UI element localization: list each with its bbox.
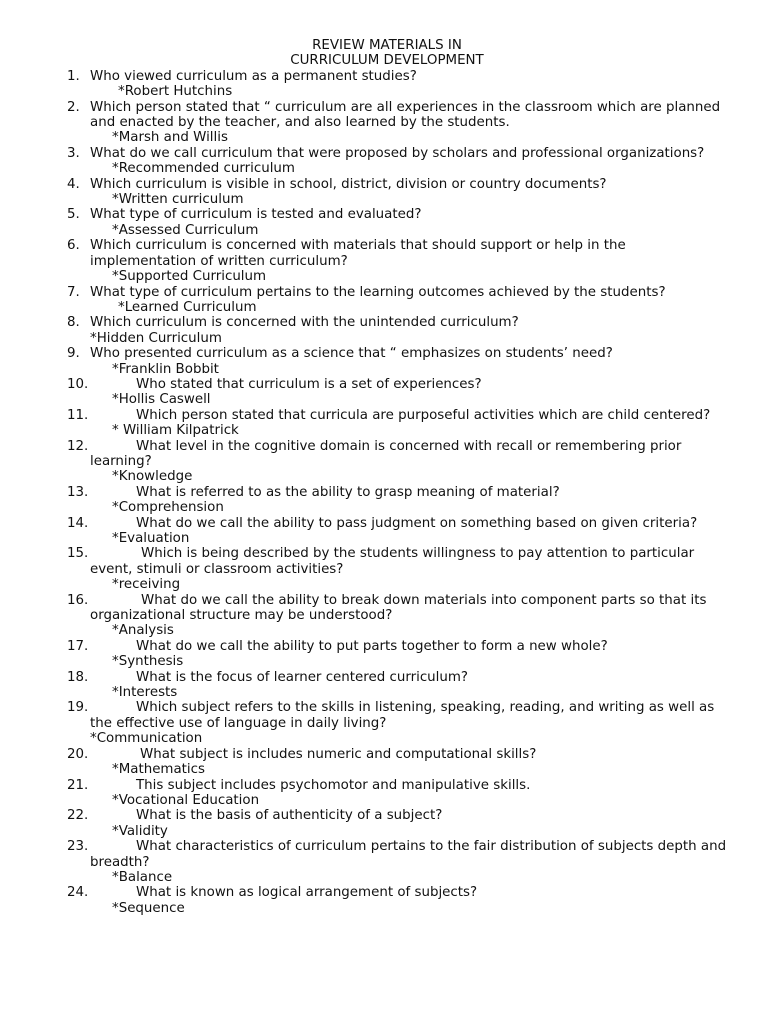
- answer-text: *Balance: [112, 869, 173, 885]
- question-text: What characteristics of curriculum pertains to the fair distribution of subjects depth and breadth?: [90, 839, 727, 870]
- list-item: [0, 346, 768, 361]
- answer-text: *Learned Curriculum: [118, 299, 257, 315]
- title-line-1: REVIEW MATERIALS IN: [312, 38, 462, 53]
- item-number: 9.: [67, 346, 80, 362]
- question-text: Which person stated that curricula are purposeful activities which are child centered?: [136, 407, 711, 423]
- list-item: [0, 315, 768, 330]
- question-text: Which is being described by the students willingness to pay attention to particular event, stimuli or classroom activities?: [90, 546, 695, 577]
- question-text: Which curriculum is concerned with materials that should support or help in the implementation of written curriculum?: [90, 238, 626, 269]
- answer-text: *Marsh and Willis: [112, 130, 228, 146]
- item-number: 10.: [67, 376, 89, 392]
- answer-text: *Vocational Education: [112, 792, 260, 808]
- list-item: [0, 177, 768, 192]
- item-number: 24.: [67, 885, 89, 901]
- item-number: 23.: [67, 839, 89, 855]
- question-text: What do we call the ability to break down materials into component parts so that its organizational structure may be understood?: [90, 592, 707, 624]
- item-number: 17.: [67, 638, 89, 654]
- answer-text: *Robert Hutchins: [118, 84, 233, 100]
- answer-text: *Assessed Curriculum: [112, 222, 259, 238]
- item-number: 16.: [67, 592, 89, 608]
- question-text: What type of curriculum pertains to the learning outcomes achieved by the students?: [90, 284, 666, 300]
- item-number: 19.: [67, 700, 89, 716]
- question-text: What do we call the ability to pass judgment on something based on given criteria?: [136, 515, 698, 531]
- item-number: 13.: [67, 484, 89, 500]
- answer-text: *Comprehension: [112, 500, 224, 516]
- answer-text: *Evaluation: [112, 531, 190, 546]
- list-item: [0, 285, 768, 300]
- question-text: What is referred to as the ability to grasp meaning of material?: [136, 484, 560, 500]
- item-number: 6.: [67, 238, 80, 254]
- question-text: Which curriculum is concerned with the unintended curriculum?: [90, 315, 519, 331]
- list-item: [0, 377, 768, 392]
- answer-text: *Franklin Bobbit: [112, 361, 219, 377]
- answer-text: *Validity: [112, 823, 168, 839]
- list-item: [0, 778, 768, 793]
- question-text: What do we call the ability to put parts together to form a new whole?: [136, 638, 608, 654]
- question-text: This subject includes psychomotor and manipulative skills.: [136, 777, 531, 793]
- list-item: [0, 839, 768, 870]
- item-number: 20.: [67, 746, 89, 762]
- question-text: What level in the cognitive domain is concerned with recall or remembering prior learning?: [90, 438, 682, 469]
- item-number: 1.: [67, 68, 80, 84]
- answer-text: *Analysis: [112, 623, 174, 639]
- item-number: 2.: [67, 99, 80, 115]
- answer-text: *Sequence: [112, 900, 185, 916]
- list-item: [0, 485, 768, 500]
- list-item: [0, 408, 768, 423]
- question-text: Which subject refers to the skills in listening, speaking, reading, and writing as well as the effective use of language in daily living?: [90, 700, 715, 731]
- list-item: [0, 207, 768, 222]
- question-text: Who presented curriculum as a science that “ emphasizes on students’ need?: [90, 346, 613, 362]
- question-text: What subject is includes numeric and computational skills?: [140, 746, 537, 762]
- answer-text: *Written curriculum: [112, 192, 244, 208]
- list-item: [0, 885, 768, 900]
- item-number: 21.: [67, 777, 89, 793]
- list-item: [0, 546, 768, 577]
- answer-text: *Hollis Caswell: [112, 392, 211, 408]
- question-list: [0, 69, 768, 916]
- list-item: [0, 808, 768, 823]
- item-number: 7.: [67, 284, 80, 300]
- answer-text: *Hidden Curriculum: [90, 330, 222, 346]
- list-item: [0, 69, 768, 84]
- item-number: 5.: [67, 207, 80, 223]
- list-item: [0, 516, 768, 531]
- item-number: 12.: [67, 438, 89, 454]
- question-text: What do we call curriculum that were proposed by scholars and professional organizations?: [90, 145, 705, 161]
- answer-text: *Interests: [112, 685, 178, 701]
- list-item: [0, 146, 768, 161]
- list-item: [0, 593, 768, 624]
- list-item: [0, 100, 768, 131]
- question-text: What is known as logical arrangement of subjects?: [136, 885, 478, 901]
- question-text: What is the focus of learner centered curriculum?: [136, 669, 469, 685]
- title-line-2: CURRICULUM DEVELOPMENT: [290, 53, 484, 69]
- item-number: 22.: [67, 808, 89, 824]
- question-text: What is the basis of authenticity of a subject?: [136, 808, 443, 824]
- item-number: 18.: [67, 669, 89, 685]
- question-text: Who stated that curriculum is a set of experiences?: [136, 376, 482, 392]
- answer-text: *Synthesis: [112, 654, 184, 670]
- question-text: Which person stated that “ curriculum are all experiences in the classroom which are planned and enacted by the teacher, and also learned by the students.: [90, 99, 721, 131]
- item-number: 8.: [67, 315, 80, 331]
- list-item: [0, 639, 768, 654]
- answer-text: *receiving: [112, 577, 181, 593]
- list-item: [0, 238, 768, 269]
- answer-text: *Mathematics: [112, 762, 205, 778]
- answer-text: *Recommended curriculum: [112, 161, 295, 177]
- item-number: 11.: [67, 407, 89, 423]
- list-item: [0, 700, 768, 731]
- item-number: 15.: [67, 546, 89, 562]
- list-item: [0, 747, 768, 762]
- item-number: 4.: [67, 176, 80, 192]
- list-item: [0, 439, 768, 470]
- question-text: Who viewed curriculum as a permanent studies?: [90, 68, 417, 84]
- item-number: 3.: [67, 145, 80, 161]
- list-item: [0, 670, 768, 685]
- item-number: 14.: [67, 515, 89, 531]
- answer-text: *Supported Curriculum: [112, 269, 267, 285]
- question-text: Which curriculum is visible in school, district, division or country documents?: [90, 176, 607, 192]
- question-text: What type of curriculum is tested and evaluated?: [90, 207, 422, 223]
- answer-text: * William Kilpatrick: [112, 423, 239, 439]
- answer-text: *Communication: [90, 731, 203, 747]
- answer-text: *Knowledge: [112, 469, 193, 485]
